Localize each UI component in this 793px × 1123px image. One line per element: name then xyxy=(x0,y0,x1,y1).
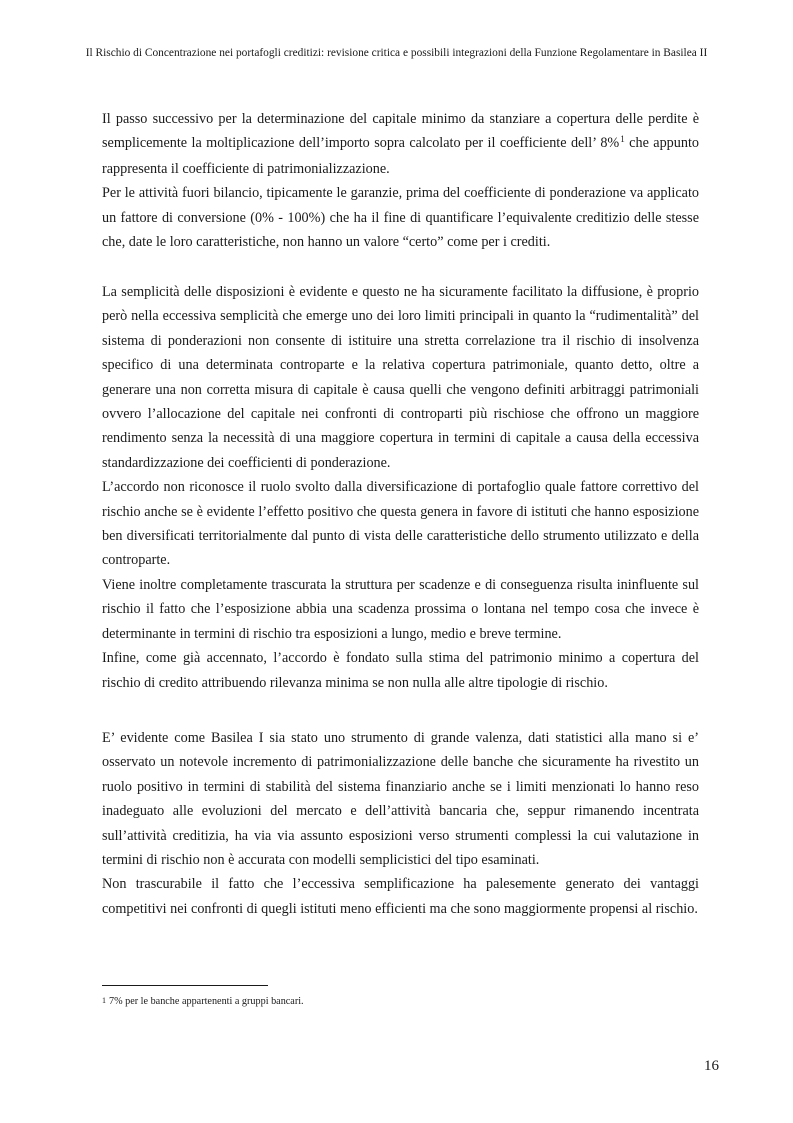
paragraph-capital-calculation xyxy=(102,107,699,181)
footnote-marker: 1 xyxy=(102,996,106,1005)
body-section-1 xyxy=(102,107,699,254)
body-section-3 xyxy=(102,726,699,921)
paragraph-simplicity: La semplicità delle disposizioni è evidente e questo ne ha sicuramente facilitato la diffusione, è proprio però nella eccessiva semplicità che emerge uno dei loro limiti principali in quanto la “rudimentalità” del sistema di ponderazioni non consente di istituire una stretta correlazione tra il rischio di insolvenza specifico di una determinata controparte e la relativa copertura patrimoniale, quanto detto, oltre a generare una non corretta misura di capitale è causa quelli che vengono definiti arbitraggi patrimoniali ovvero l’allocazione del capitale nei confronti di controparti più rischiose che offrono un maggiore rendimento senza la necessità di una maggiore copertura in termini di capitale a causa della eccessiva standardizzazione dei coefficienti di ponderazione. xyxy=(102,284,699,471)
footnote-divider xyxy=(102,985,268,986)
page-number: 16 xyxy=(704,1058,719,1074)
footnote-text: 7% per le banche appartenenti a gruppi bancari. xyxy=(109,996,304,1007)
paragraph-diversification: L’accordo non riconosce il ruolo svolto dalla diversificazione di portafoglio quale fattore correttivo del rischio anche se è evidente l’effetto positivo che questa genera in favore di istituti che hanno esposizione ben diversificati territorialmente dal punto di vista delle caratteristiche dello strumento utilizzato e della controparte. xyxy=(102,479,699,569)
paragraph-credit-risk: Infine, come già accennato, l’accordo è fondato sulla stima del patrimonio minimo a copertura del rischio di credito attribuendo rilevanza minima se non nulla alle altre tipologie di rischio. xyxy=(102,650,699,691)
paragraph-competitive: Non trascurabile il fatto che l’eccessiva semplificazione ha palesemente generato dei vantaggi competitivi nei confronti di quegli istituti meno efficienti ma che sono maggiormente propensi al rischio. xyxy=(102,876,699,917)
footnote-reference: 1 xyxy=(620,134,625,145)
paragraph-text: che appunto rappresenta il coefficiente di patrimonializzazione. xyxy=(102,135,699,177)
paragraph-maturity: Viene inoltre completamente trascurata la struttura per scadenze e di conseguenza risulta ininfluente sul rischio il fatto che l’esposizione abbia una scadenza prossima o lontana nel tempo cosa che invece è determinante in termini di rischio tra esposizioni a lungo, medio e breve termine. xyxy=(102,576,699,642)
body-section-2 xyxy=(102,280,699,695)
footnote xyxy=(102,995,304,1009)
paragraph-text: Il passo successivo per la determinazione del capitale minimo da stanziare a copertura delle perdite è semplicemente la moltiplicazione dell’importo sopra calcolato per il coefficiente dell’ 8% xyxy=(102,111,699,152)
paragraph-basel-one: E’ evidente come Basilea I sia stato uno strumento di grande valenza, dati statistici alla mano si e’ osservato un notevole incremento di patrimonializzazione delle banche che sicuramente ha rivestito un ruolo positivo in termini di stabilità del sistema finanziario anche se i limiti menzionati lo hanno reso inadeguato alle evoluzioni del mercato e dell’attività bancaria che, seppur rimanendo incentrata sull’attività creditizia, ha via via assunto esposizioni verso strumenti complessi la cui valutazione in termini di rischio non è accurata con modelli semplicistici del tipo esaminati. xyxy=(102,730,699,869)
running-header: Il Rischio di Concentrazione nei portafogli creditizi: revisione critica e possibili integrazioni della Funzione Regolamentare in Basilea II xyxy=(85,47,708,59)
paragraph-off-balance: Per le attività fuori bilancio, tipicamente le garanzie, prima del coefficiente di ponderazione va applicato un fattore di conversione (0% - 100%) che ha il fine di quantificare l’equivalente creditizio delle stesse che, date le loro caratteristiche, non hanno un valore “certo” come per i crediti. xyxy=(102,185,699,251)
